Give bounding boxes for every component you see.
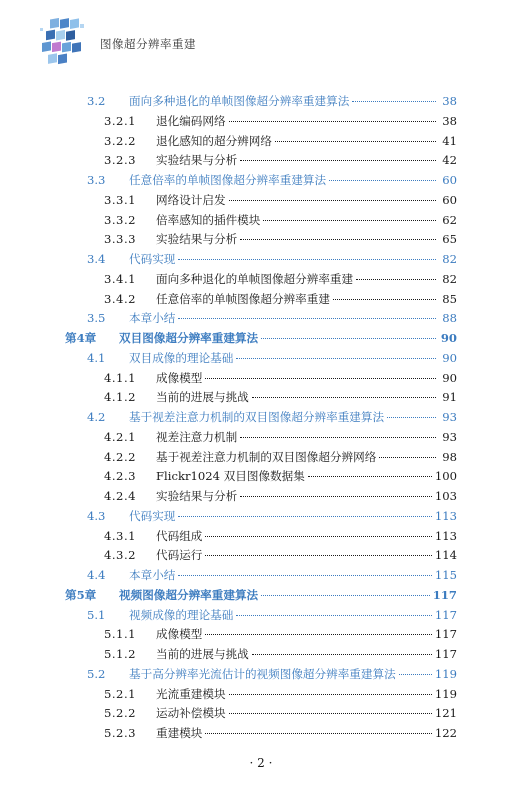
toc-entry-title: 网络设计启发 [156,192,226,207]
book-title: 图像超分辨率重建 [100,37,196,51]
toc-entry-title: 双目成像的理论基础 [129,350,234,365]
toc-entry-number: 4.1.1 [104,370,136,385]
toc-entry-number: 3.2 [87,94,106,108]
toc-entry-sub [104,110,457,132]
toc-entry-title: 成像模型 [156,627,203,642]
toc-entry-number: 5.2 [87,666,106,681]
toc-entry-number: 3.2.3 [104,153,136,168]
toc-entry-number: 3.4.2 [104,291,136,306]
dot-leader [178,516,431,517]
toc-entry-number: 4.3.1 [104,528,136,543]
toc-entry-sec [87,564,457,586]
toc-entry-title: 视差注意力机制 [156,429,238,444]
toc-entry-number: 4.2.1 [104,429,136,444]
toc-entry-number: 3.4 [87,252,106,266]
toc-entry-sub [104,426,457,448]
toc-entry-sub [104,288,457,310]
toc-entry-number: 4.1.2 [104,390,136,405]
toc-entry-number: 5.2.3 [104,726,136,740]
toc-entry-number: 4.2 [87,410,106,424]
toc-entry-page: 90 [442,370,457,385]
toc-entry-chap [65,327,457,349]
toc-entry-title: 退化编码网络 [156,113,226,128]
toc-entry-number: 4.2.4 [104,489,136,503]
toc-entry-sub [104,485,457,507]
dot-leader [205,536,431,537]
dot-leader [261,595,430,596]
dot-leader [252,654,432,655]
toc-entry-title: 成像模型 [156,370,203,385]
toc-entry-page: 85 [442,291,457,306]
toc-entry-page: 38 [442,94,457,108]
toc-entry-sub [104,722,457,744]
toc-entry-title: 实验结果与分析 [156,153,238,168]
toc-entry-number: 3.5 [87,311,106,326]
toc-entry-title: 倍率感知的插件模块 [156,212,261,227]
dot-leader [263,220,436,221]
dot-leader [252,397,436,398]
toc-entry-number: 3.2.1 [104,113,136,128]
toc-entry-number: 5.2.1 [104,686,136,701]
dot-leader [399,674,432,675]
toc-entry-page: 122 [434,726,457,740]
toc-entry-sub [104,130,457,152]
toc-entry-page: 113 [434,508,457,523]
dot-leader [240,239,436,240]
dot-leader [333,299,436,300]
dot-leader [261,338,436,339]
toc-entry-title: Flickr1024 双目图像数据集 [156,469,305,484]
dot-leader [178,259,436,260]
dot-leader [229,200,436,201]
dot-leader [275,141,436,142]
toc-entry-number: 5.1 [87,607,106,622]
dot-leader [240,496,432,497]
toc-entry-title: 代码实现 [129,508,176,523]
toc-entry-page: 117 [434,647,457,661]
toc-entry-number: 3.2.2 [104,133,136,148]
dot-leader [205,733,431,734]
toc-entry-title: 退化感知的超分辨网络 [156,133,272,148]
toc-entry-title: 代码运行 [156,548,203,563]
toc-entry-title: 重建模块 [156,726,203,740]
toc-entry-sub [104,367,457,389]
toc-entry-number: 4.4 [87,568,106,582]
dot-leader [240,437,436,438]
toc-entry-number: 4.2.3 [104,469,136,484]
toc-entry-sub [104,702,457,724]
dot-leader [387,417,436,418]
toc-entry-page: 119 [434,666,457,681]
toc-entry-page: 41 [442,133,457,148]
dot-leader [352,101,436,102]
toc-entry-title: 视频图像超分辨率重建算法 [119,587,259,602]
dot-leader [229,694,432,695]
toc-entry-sub [104,386,457,408]
dot-leader [379,457,436,458]
dot-leader [236,615,432,616]
toc-entry-number: 3.4.1 [104,271,136,286]
toc-entry-number: 第5章 [65,587,97,602]
toc-entry-page: 113 [434,528,457,543]
toc-entry-title: 基于视差注意力机制的双目图像超分辨网络 [156,449,377,464]
toc-entry-sub [104,268,457,290]
page-number: · 2 · [249,756,273,770]
dot-leader [205,555,431,556]
toc-entry-number: 4.1 [87,350,106,365]
toc-entry-page: 93 [442,410,457,424]
toc-entry-number: 3.3 [87,173,106,187]
toc-entry-title: 当前的进展与挑战 [156,647,249,661]
toc-entry-sec [87,347,457,369]
toc-entry-sec [87,505,457,527]
toc-entry-sub [104,189,457,211]
toc-entry-page: 119 [434,686,457,701]
toc-entry-sub [104,544,457,566]
toc-entry-page: 103 [434,489,457,503]
toc-entry-sec [87,169,457,191]
toc-entry-page: 90 [440,331,457,345]
toc-entry-page: 100 [434,469,457,484]
toc-entry-page: 88 [442,311,457,326]
toc-entry-page: 91 [442,390,457,405]
dot-leader [178,575,431,576]
toc-entry-sec [87,307,457,329]
toc-entry-number: 3.3.1 [104,192,136,207]
toc-entry-number: 5.1.2 [104,647,136,661]
toc-entry-sub [104,525,457,547]
toc-entry-page: 62 [442,212,457,227]
toc-entry-title: 实验结果与分析 [156,489,238,503]
toc-entry-sub [104,228,457,250]
toc-entry-chap [65,584,457,606]
toc-entry-number: 第4章 [65,331,97,345]
toc-entry-page: 60 [442,192,457,207]
toc-entry-title: 代码组成 [156,528,203,543]
toc-entry-title: 面向多种退化的单帧图像超分辨率重建算法 [129,94,350,108]
toc-entry-page: 117 [434,627,457,642]
dot-leader [329,180,436,181]
toc-entry-title: 代码实现 [129,252,176,266]
toc-entry-title: 光流重建模块 [156,686,226,701]
dot-leader [308,476,432,477]
toc-entry-title: 基于高分辨率光流估计的视频图像超分辨率重建算法 [129,666,396,681]
toc-entry-number: 5.1.1 [104,627,136,642]
toc-entry-page: 93 [442,429,457,444]
toc-entry-title: 当前的进展与挑战 [156,390,249,405]
toc-entry-sec [87,604,457,626]
toc-entry-page: 114 [434,548,457,563]
toc-entry-page: 82 [442,252,457,266]
toc-entry-sub [104,446,457,468]
toc-entry-sub [104,465,457,487]
toc-entry-title: 双目图像超分辨率重建算法 [119,331,259,345]
toc-entry-sub [104,209,457,231]
toc-entry-title: 本章小结 [129,568,176,582]
dot-leader [205,378,436,379]
dot-leader [240,160,436,161]
toc-entry-sub [104,683,457,705]
toc-entry-sec [87,406,457,428]
toc-entry-page: 60 [442,173,457,187]
dot-leader [178,318,436,319]
toc-entry-page: 115 [434,568,457,582]
toc-entry-title: 基于视差注意力机制的双目图像超分辨率重建算法 [129,410,385,424]
toc-entry-number: 4.3 [87,508,106,523]
toc-entry-title: 视频成像的理论基础 [129,607,234,622]
toc-entry-title: 本章小结 [129,311,176,326]
dot-leader [205,634,431,635]
toc-entry-sub [104,149,457,171]
toc-entry-sec [87,248,457,270]
toc-entry-title: 实验结果与分析 [156,232,238,247]
toc-entry-sec [87,90,457,112]
toc-entry-number: 4.2.2 [104,449,136,464]
dot-leader [229,713,432,714]
toc-entry-page: 121 [434,706,457,721]
toc-entry-sec [87,663,457,685]
toc-entry-sub [104,643,457,665]
dot-leader [236,358,436,359]
toc-entry-number: 5.2.2 [104,706,136,721]
toc-entry-page: 90 [442,350,457,365]
toc-entry-page: 65 [442,232,457,247]
toc-entry-page: 98 [442,449,457,464]
toc-entry-page: 117 [434,607,457,622]
toc-entry-number: 3.3.3 [104,232,136,247]
dot-leader [229,121,436,122]
toc-entry-title: 运动补偿模块 [156,706,226,721]
toc-entry-title: 面向多种退化的单帧图像超分辨率重建 [156,271,354,286]
toc-entry-page: 82 [442,271,457,286]
toc-entry-title: 任意倍率的单帧图像超分辨率重建 [156,291,330,306]
toc-entry-sub [104,623,457,645]
toc-entry-title: 任意倍率的单帧图像超分辨率重建算法 [129,173,327,187]
toc-entry-number: 3.3.2 [104,212,136,227]
toc-entry-number: 4.3.2 [104,548,136,563]
toc-entry-page: 38 [442,113,457,128]
dot-leader [356,279,436,280]
toc-entry-page: 117 [432,587,457,602]
toc-entry-page: 42 [442,153,457,168]
